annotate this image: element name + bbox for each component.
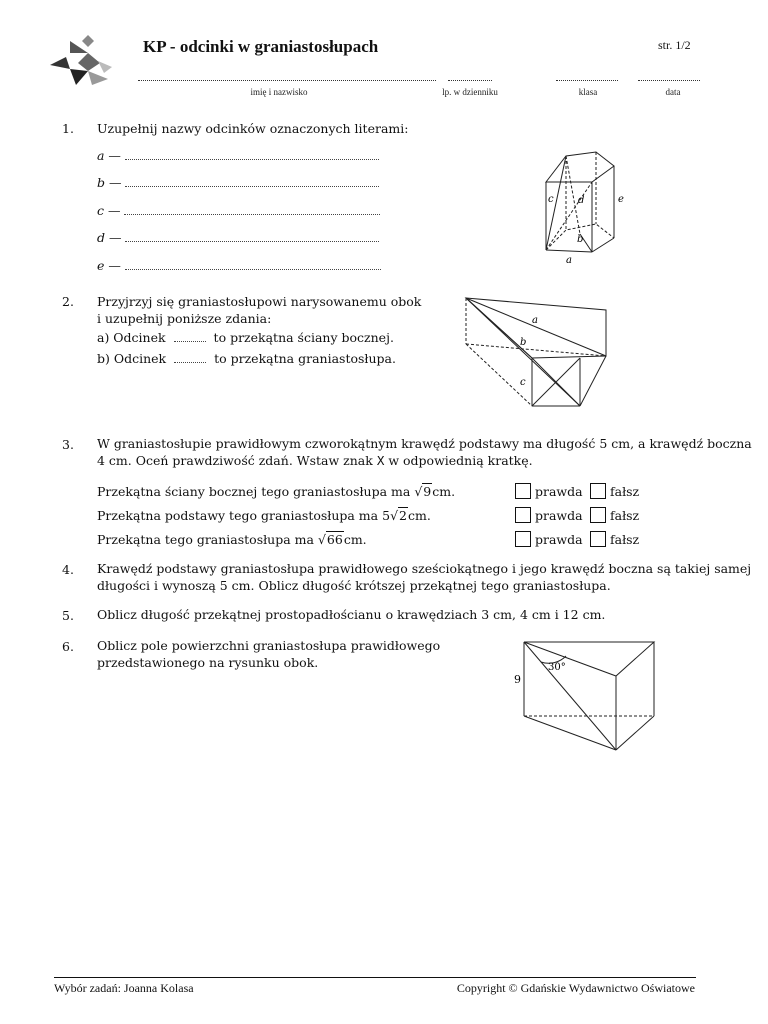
q3-row-2-statement: Przekątna podstawy tego graniastosłupa ma	[97, 508, 379, 523]
q3-row-3-false-label: fałsz	[609, 532, 640, 547]
q3-row-3-statement: Przekątna tego graniastosłupa ma	[97, 532, 314, 547]
publisher-logo	[48, 33, 114, 89]
q3-row-3-value: √66	[317, 532, 343, 547]
page-title: KP - odcinki w graniastosłupach	[143, 37, 379, 56]
q3-row-1-true-label: prawda	[534, 484, 583, 499]
q3-row-1-false-label: fałsz	[609, 484, 640, 499]
question-5-number: 5.	[62, 608, 74, 623]
q1-item-a-label: a —	[97, 148, 121, 163]
q2-fig-label-c: c	[520, 377, 526, 388]
q3-row-3-true-checkbox[interactable]	[515, 531, 531, 547]
question-3-line1: W graniastosłupie prawidłowym czworokątnym krawędź podstawy ma długość 5 cm, a krawędź boczna	[97, 436, 752, 451]
q1-item-e-label: e —	[97, 258, 121, 273]
footer-copyright: Copyright © Gdańskie Wydawnictwo Oświatowe	[456, 981, 695, 995]
q2-b-suffix: to przekątna graniastosłupa.	[214, 351, 396, 366]
question-4-line1: Krawędź podstawy graniastosłupa prawidłowego sześciokątnego i jego krawędź boczna są takiej samej	[97, 561, 752, 576]
q3-row-1-radicand: 9	[423, 484, 432, 499]
q1-fig-label-e: e	[618, 194, 624, 205]
question-4-line2: długości i wynoszą 5 cm. Oblicz długość krótszej przekątnej tego graniastosłupa.	[97, 578, 611, 593]
q3-row-2-text	[97, 507, 431, 524]
q3-row-3-false-checkbox[interactable]	[590, 531, 606, 547]
q3-row-2-true[interactable]	[515, 507, 583, 523]
q2-a-prefix: a) Odcinek	[97, 330, 166, 345]
name-field-label: imię i nazwisko	[250, 87, 308, 97]
class-field-label: klasa	[578, 87, 598, 97]
question-6-line2: przedstawionego na rysunku obok.	[97, 655, 319, 670]
q3-row-1-false[interactable]	[590, 483, 639, 499]
name-field[interactable]	[138, 80, 436, 81]
q1-fig-label-c: c	[548, 194, 554, 205]
q2-prism-figure	[460, 292, 616, 414]
q3-row-1-text	[97, 483, 455, 500]
q2-fig-label-b: b	[520, 337, 527, 348]
q3-row-3-text	[97, 531, 367, 548]
q1-item-b	[97, 175, 379, 190]
question-2-number: 2.	[62, 294, 74, 309]
q3-x-mark: X	[376, 453, 385, 468]
date-field-label: data	[665, 87, 681, 97]
q3-row-2-radicand: 2	[399, 508, 407, 523]
q3-row-1-statement: Przekątna ściany bocznej tego graniastosłupa ma	[97, 484, 411, 499]
question-4-number: 4.	[62, 562, 74, 577]
question-2-line1: Przyjrzyj się graniastosłupowi narysowanemu obok	[97, 294, 422, 309]
q3-row-1-false-checkbox[interactable]	[590, 483, 606, 499]
class-field[interactable]	[556, 80, 618, 81]
q3-row-1-value: √9	[414, 484, 432, 499]
q1-answer-a[interactable]	[125, 159, 379, 160]
question-6-line1: Oblicz pole powierzchni graniastosłupa prawidłowego	[97, 638, 441, 653]
q1-answer-b[interactable]	[125, 186, 379, 187]
question-1-text: Uzupełnij nazwy odcinków oznaczonych literami:	[97, 121, 409, 136]
date-field[interactable]	[638, 80, 700, 81]
q3-row-2-coef: 5	[382, 508, 391, 523]
footer-author: Wybór zadań: Joanna Kolasa	[54, 981, 194, 995]
q1-item-c-label: c —	[97, 203, 121, 218]
q6-fig-angle: 30°	[548, 662, 566, 673]
q1-item-d-label: d —	[97, 230, 122, 245]
q3-row-3-true[interactable]	[515, 531, 583, 547]
q1-answer-d[interactable]	[125, 241, 379, 242]
q2-sentence-b	[97, 350, 396, 367]
q2-fig-label-a: a	[532, 315, 538, 326]
q1-item-d	[97, 230, 379, 245]
q3-row-2-false-checkbox[interactable]	[590, 507, 606, 523]
q3-row-2-true-checkbox[interactable]	[515, 507, 531, 523]
page-number: str. 1/2	[658, 38, 691, 52]
q3-row-1-unit: cm.	[432, 484, 456, 499]
q3-row-3-false[interactable]	[590, 531, 639, 547]
q1-answer-e[interactable]	[125, 269, 381, 270]
q1-fig-label-d: d	[578, 195, 585, 206]
q3-row-1-true-checkbox[interactable]	[515, 483, 531, 499]
q1-item-b-label: b —	[97, 175, 122, 190]
footer-rule	[54, 977, 696, 978]
q2-a-answer[interactable]	[174, 341, 206, 342]
q1-fig-label-a: a	[566, 255, 572, 266]
class-number-field-label: lp. w dzienniku	[442, 87, 498, 97]
question-5-text: Oblicz długość przekątnej prostopadłościanu o krawędziach 3 cm, 4 cm i 12 cm.	[97, 607, 606, 622]
q3-row-3-true-label: prawda	[534, 532, 583, 547]
question-3-number: 3.	[62, 437, 74, 452]
q3-row-2-unit: cm.	[407, 508, 431, 523]
q2-b-prefix: b) Odcinek	[97, 351, 167, 366]
q2-a-suffix: to przekątna ściany bocznej.	[213, 330, 394, 345]
question-1-number: 1.	[62, 121, 74, 136]
q3-row-1-true[interactable]	[515, 483, 583, 499]
q2-sentence-a	[97, 329, 394, 346]
q6-prism-figure	[510, 636, 660, 756]
q1-item-e	[97, 258, 381, 273]
q3-row-2-false-label: fałsz	[609, 508, 640, 523]
question-6-number: 6.	[62, 639, 74, 654]
q3-row-3-radicand: 66	[326, 532, 343, 547]
q1-item-a	[97, 148, 379, 163]
q2-b-answer[interactable]	[174, 362, 206, 363]
q1-fig-label-b: b	[577, 234, 584, 245]
q6-fig-height: 9	[514, 673, 521, 686]
q3-row-2-value: 5√2	[382, 508, 407, 523]
class-number-field[interactable]	[448, 80, 492, 81]
q1-item-c	[97, 203, 380, 218]
q3-row-3-unit: cm.	[343, 532, 367, 547]
q1-prism-figure	[530, 142, 640, 268]
q3-line2-b: w odpowiednią kratkę.	[388, 453, 533, 468]
q3-row-2-false[interactable]	[590, 507, 639, 523]
q1-answer-c[interactable]	[124, 214, 380, 215]
q3-row-2-true-label: prawda	[534, 508, 583, 523]
q3-line2-a: 4 cm. Oceń prawdziwość zdań. Wstaw znak	[97, 453, 373, 468]
question-3-line2	[97, 452, 533, 469]
question-2-line2: i uzupełnij poniższe zdania:	[97, 311, 272, 326]
